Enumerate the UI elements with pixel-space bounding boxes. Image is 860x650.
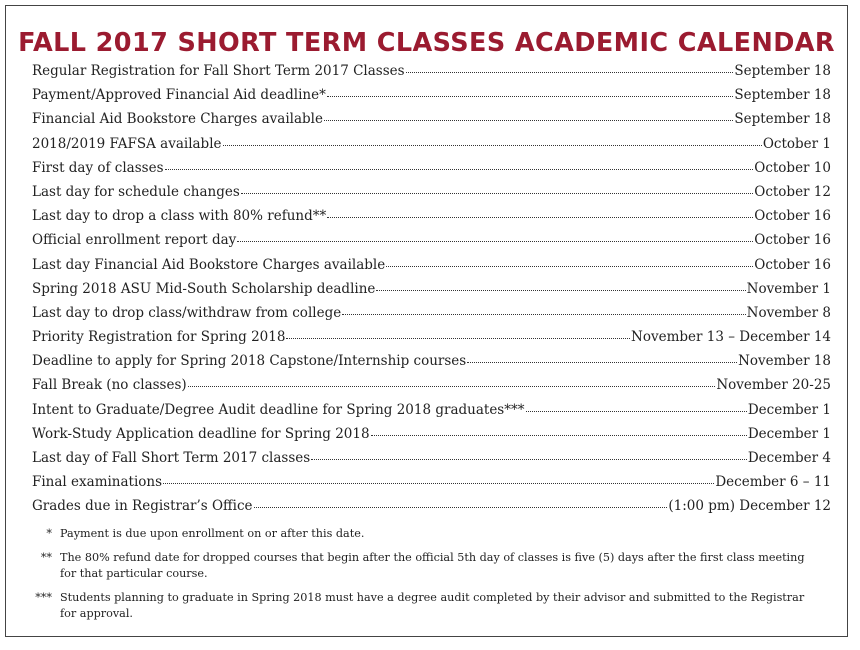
calendar-row (32, 377, 831, 401)
event-date: October 10 (754, 159, 831, 176)
event-label: Financial Aid Bookstore Charges available (32, 111, 323, 128)
calendar-row (32, 232, 831, 256)
calendar-row (32, 474, 831, 498)
dot-leader (371, 425, 747, 436)
event-label: Work-Study Application deadline for Spring 2018 (32, 425, 370, 442)
footnote-mark: *** (35, 591, 52, 604)
dot-leader (386, 256, 753, 267)
footnote (32, 526, 822, 542)
event-label: Spring 2018 ASU Mid-South Scholarship deadline (32, 280, 376, 297)
dot-leader (254, 497, 668, 508)
calendar-row (32, 450, 831, 474)
calendar-row (32, 305, 831, 329)
calendar-row (32, 281, 831, 305)
dot-leader (526, 401, 747, 412)
footnotes (32, 526, 822, 630)
dot-leader (406, 62, 734, 73)
event-label: Grades due in Registrar’s Office (32, 498, 253, 515)
dot-leader (286, 328, 630, 339)
page-title: FALL 2017 SHORT TERM CLASSES ACADEMIC CALENDAR (18, 28, 835, 58)
event-date: (1:00 pm) December 12 (668, 498, 831, 515)
footnote-mark: ** (40, 551, 52, 564)
event-label: First day of classes (32, 159, 164, 176)
calendar-row (32, 63, 831, 87)
event-date: October 1 (762, 135, 831, 152)
footnote-text: Students planning to graduate in Spring 2018 must have a degree audit completed by their advisor and submitted to the Registrar for approval. (60, 591, 805, 620)
calendar-frame (5, 5, 848, 637)
event-date: November 8 (746, 304, 831, 321)
event-date: November 20-25 (716, 377, 831, 394)
event-date: December 1 (747, 425, 831, 442)
dot-leader (241, 183, 753, 194)
footnote-text: Payment is due upon enrollment on or after this date. (60, 527, 365, 540)
dot-leader (163, 473, 714, 484)
dot-leader (223, 135, 762, 146)
event-label: Official enrollment report day (32, 232, 237, 249)
event-label: Priority Registration for Spring 2018 (32, 329, 286, 346)
event-date: October 16 (754, 256, 831, 273)
event-date: September 18 (734, 87, 831, 104)
dot-leader (324, 110, 733, 121)
calendar-row (32, 87, 831, 111)
event-date: November 1 (746, 280, 831, 297)
event-label: Last day for schedule changes (32, 183, 240, 200)
calendar-row (32, 426, 831, 450)
event-date: December 6 – 11 (715, 474, 831, 491)
dot-leader (311, 449, 747, 460)
calendar-row (32, 498, 831, 522)
event-date: October 12 (754, 183, 831, 200)
event-date: December 1 (747, 401, 831, 418)
calendar-row (32, 208, 831, 232)
dot-leader (342, 304, 745, 315)
dot-leader (376, 280, 745, 291)
event-date: November 13 – December 14 (631, 329, 831, 346)
dot-leader (467, 352, 737, 363)
event-list (32, 63, 831, 523)
footnote-mark: * (46, 527, 52, 540)
event-date: October 16 (754, 208, 831, 225)
event-label: Last day Financial Aid Bookstore Charges available (32, 256, 386, 273)
event-date: September 18 (734, 63, 831, 79)
event-label: Last day of Fall Short Term 2017 classes (32, 450, 311, 466)
calendar-row (32, 257, 831, 281)
footnote-text: The 80% refund date for dropped courses that begin after the official 5th day of classes is five (5) days after the first class meeting for that particular course. (60, 551, 805, 580)
event-label: Deadline to apply for Spring 2018 Capstone/Internship courses (32, 353, 467, 370)
event-label: Regular Registration for Fall Short Term 2017 Classes (32, 63, 405, 79)
footnote (32, 550, 822, 582)
event-date: September 18 (734, 111, 831, 128)
event-label: Final examinations (32, 474, 163, 491)
dot-leader (188, 376, 716, 387)
footnote (32, 590, 822, 622)
event-label: 2018/2019 FAFSA available (32, 135, 222, 152)
event-label: Fall Break (no classes) (32, 377, 187, 394)
calendar-row (32, 329, 831, 353)
calendar-row (32, 160, 831, 184)
calendar-row (32, 111, 831, 135)
calendar-row (32, 353, 831, 377)
dot-leader (237, 231, 753, 242)
dot-leader (165, 159, 754, 170)
calendar-row (32, 184, 831, 208)
event-date: October 16 (754, 232, 831, 249)
event-label: Last day to drop a class with 80% refund** (32, 208, 327, 225)
event-date: November 18 (738, 353, 831, 370)
event-date: December 4 (747, 450, 831, 466)
calendar-row (32, 136, 831, 160)
event-label: Payment/Approved Financial Aid deadline* (32, 87, 326, 104)
event-label: Intent to Graduate/Degree Audit deadline for Spring 2018 graduates*** (32, 401, 525, 418)
dot-leader (327, 86, 734, 97)
dot-leader (327, 207, 753, 218)
calendar-row (32, 402, 831, 426)
event-label: Last day to drop class/withdraw from college (32, 304, 342, 321)
